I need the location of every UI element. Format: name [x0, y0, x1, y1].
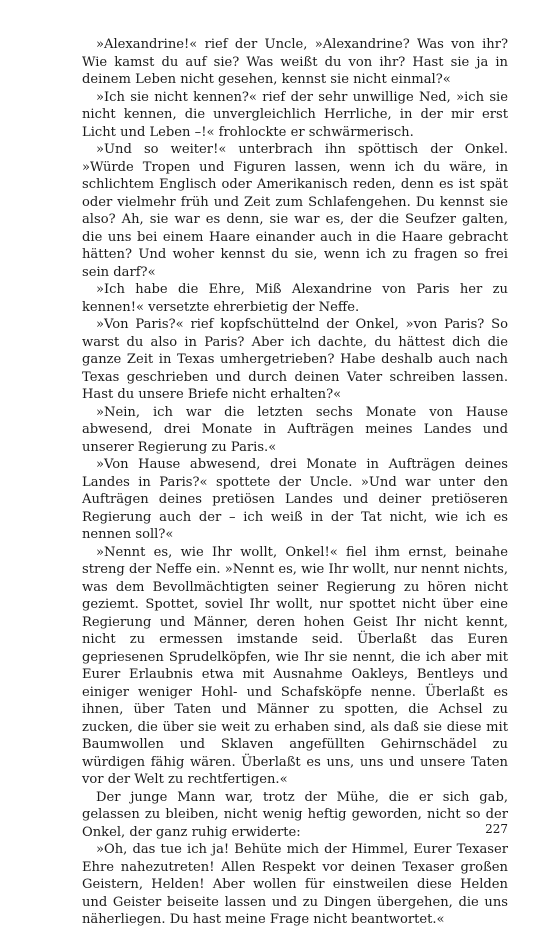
page-body [82, 36, 508, 929]
paragraph-8: »Nennt es, wie Ihr wollt, Onkel!« fiel ihm ernst, beinahe streng der Neffe ein. »Nennt es, wie Ihr wollt, nur nennt nichts, was dem Bevollmächtigten seiner Regierung zu hören nicht geziemt. Spottet, soviel Ihr wollt, nur spottet nicht über eine Regierung und Männer, deren hohen Geist Ihr nicht kennt, nicht zu ermessen imstande seid. Überlaßt das Euren gepriesenen Sprudelköpfen, wie Ihr sie nennt, die ich aber mit Eurer Erlaubnis etwa mit Ausnahme Oakleys, Bentleys und einiger weniger Hohl- und Schafsköpfe nenne. Überlaßt es ihnen, über Taten und Männer zu spotten, die Achsel zu zucken, die über sie weit zu erhaben sind, als daß sie diese mit Baumwollen und Sklaven angefüllten Gehirnschädel zu würdigen fähig wären. Überlaßt es uns, uns und unsere Taten vor der Welt zu rechtfertigen.« [82, 544, 508, 787]
paragraph-6: »Nein, ich war die letzten sechs Monate von Hause abwesend, drei Monate in Aufträgen meines Landes und unserer Regierung zu Paris.« [82, 404, 508, 455]
paragraph-2: »Ich sie nicht kennen?« rief der sehr unwillige Ned, »ich sie nicht kennen, die unvergleichlich Herrliche, in der mir erst Licht und Leben –!« frohlockte er schwärmerisch. [82, 89, 508, 140]
paragraph-9: Der junge Mann war, trotz der Mühe, die er sich gab, gelassen zu bleiben, nicht wenig heftig geworden, nicht so der Onkel, der ganz ruhig erwiderte: [82, 789, 508, 840]
paragraph-5: »Von Paris?« rief kopfschüttelnd der Onkel, »von Paris? So warst du also in Paris? Aber ich dachte, du hättest dich die ganze Zeit in Texas umhergetrieben? Habe deshalb auch nach Texas geschrieben und durch deinen Vater schreiben lassen. Hast du unsere Briefe nicht erhalten?« [82, 317, 508, 402]
paragraph-4: »Ich habe die Ehre, Miß Alexandrine von Paris her zu kennen!« versetzte ehrerbietig der Neffe. [82, 282, 508, 315]
paragraph-7: »Von Hause abwesend, drei Monate in Aufträgen deines Landes in Paris?« spottete der Uncle. »Und war unter den Aufträgen deines pretiösen Landes und deiner pretiöseren Regierung auch der – ich weiß in der Tat nicht, wie ich es nennen soll?« [82, 457, 508, 542]
paragraph-1: »Alexandrine!« rief der Uncle, »Alexandrine? Was von ihr? Wie kamst du auf sie? Was weißt du von ihr? Hast sie ja in deinem Leben nicht gesehen, kennst sie nicht einmal?« [82, 37, 508, 87]
paragraph-3: »Und so weiter!« unterbrach ihn spöttisch der Onkel. »Würde Tropen und Figuren lassen, wenn ich du wäre, in schlichtem Englisch oder Amerikanisch reden, denn es ist spät oder vielmehr früh und Zeit zum Schlafengehen. Du kennst sie also? Ah, sie war es denn, sie war es, der die Seufzer galten, die uns bei einem Haare einander auch in die Haare gebracht hätten? Und woher kennst du sie, wenn ich zu fragen so frei sein darf?« [82, 142, 508, 280]
page-number: 227 [485, 822, 508, 836]
paragraph-10: »Oh, das tue ich ja! Behüte mich der Himmel, Eurer Texaser Ehre nahezutreten! Allen Respekt vor deinen Texaser großen Geistern, Helden! Aber wollen für einstweilen diese Helden und Geister beiseite lassen und zu Dingen übergehen, die uns näherliegen. Du hast meine Frage nicht beantwortet.« [82, 842, 508, 927]
